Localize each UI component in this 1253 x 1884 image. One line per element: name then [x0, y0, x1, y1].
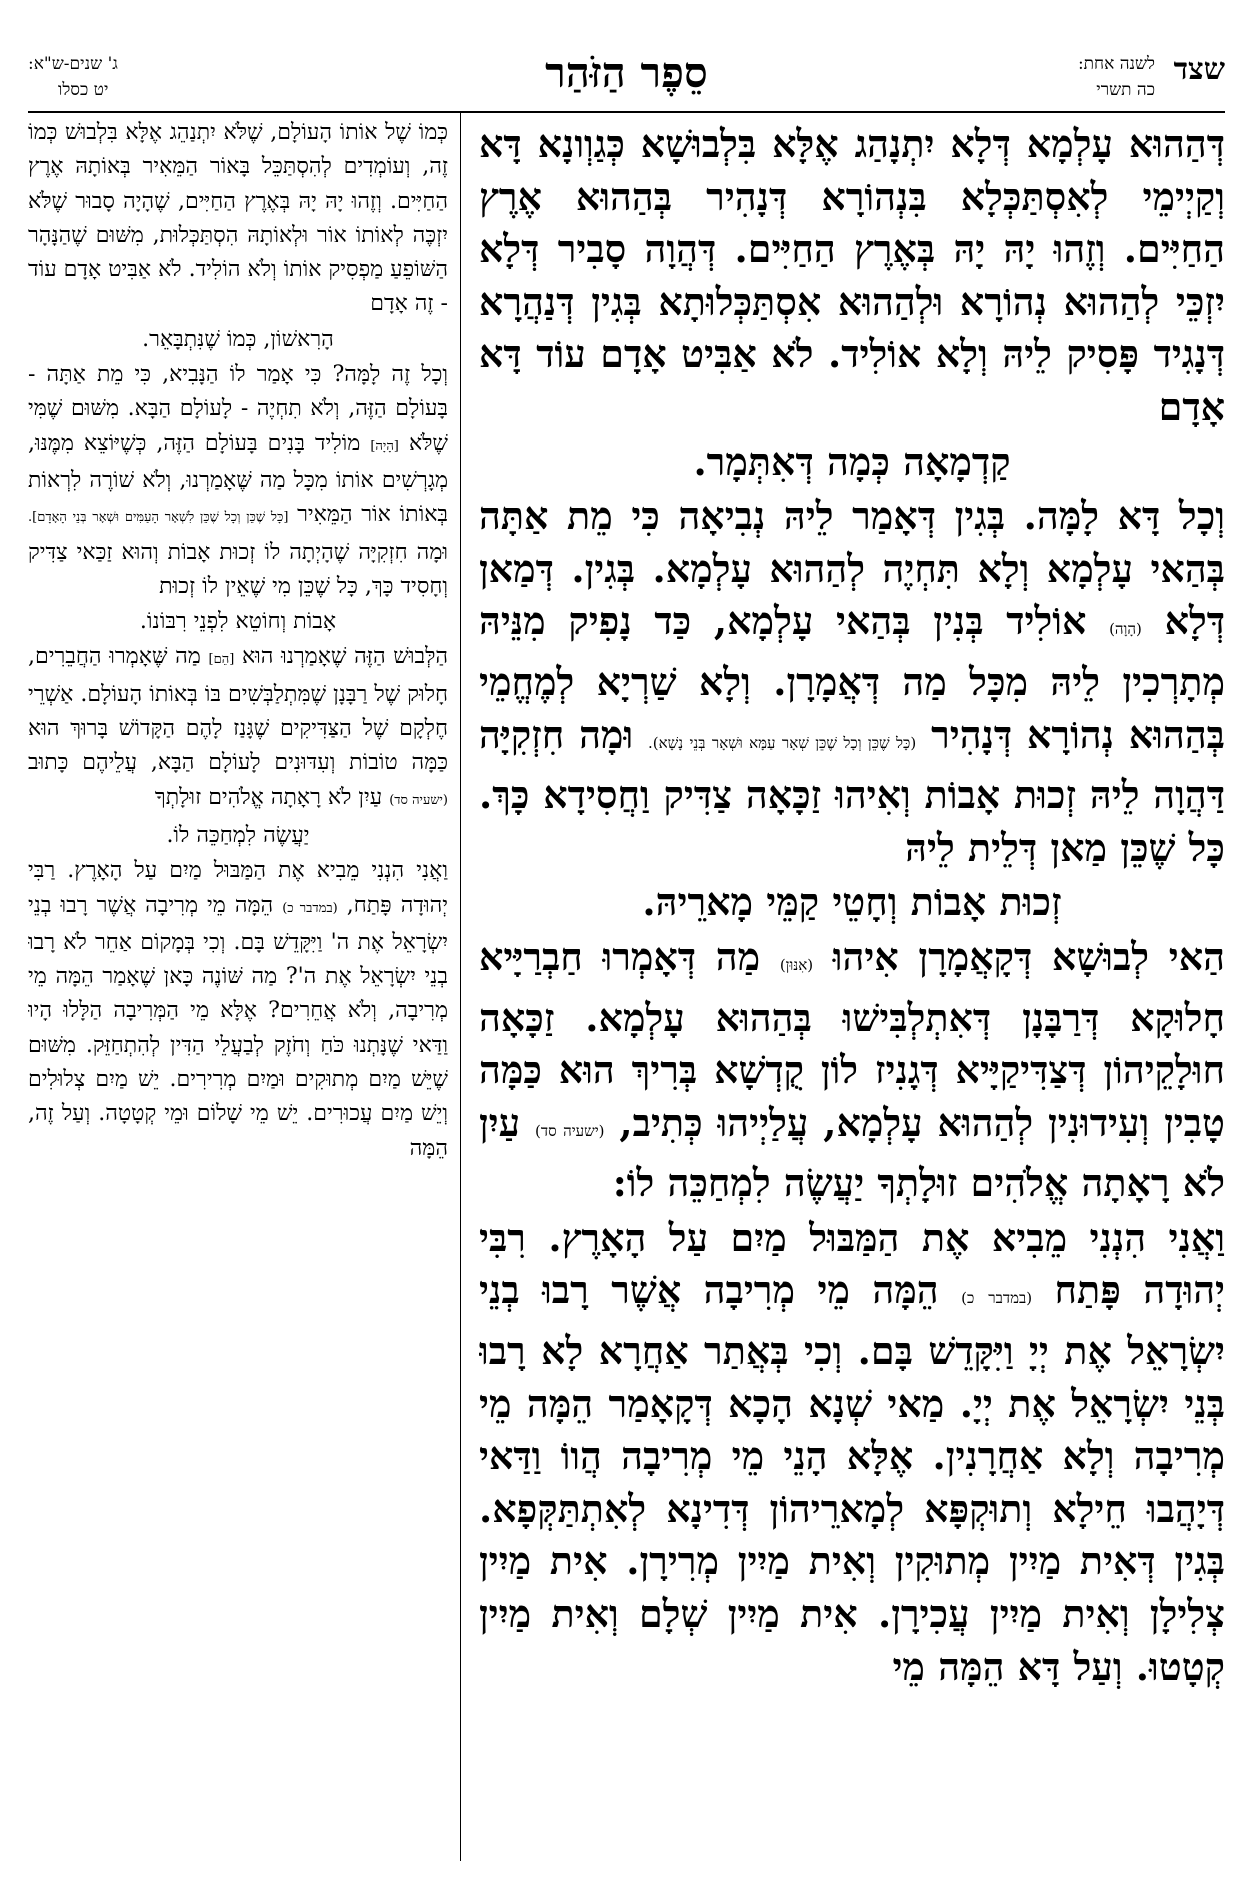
side-paragraph-end: יַעֲשֶׂה לִמְחַכֵּה לוֹ. [166, 822, 310, 848]
side-paragraph-end: הָרִאשׁוֹן, כְּמוֹ שֶׁנִּתְבָּאֵר. [142, 326, 334, 352]
main-paragraph-end: קַדְמָאָה כְּמָה דְּאִתְּמָר. [693, 438, 1011, 484]
bracket-note: [הָיָה] [370, 438, 399, 454]
verse-reference: (ישעיה סד) [389, 792, 448, 808]
bracket-note: (כָּל שֶׁכֵּן וְכָל שֶׁכֵּן שְׁאָר עַמָּא וּשְׁאָר בְּנֵי נָשָׁא). [648, 733, 917, 752]
main-paragraph: הַאי לְבוּשָׁא דְּקָאֲמָרָן אִיהוּ (אִנּוּן) מַה דְּאָמְרוּ חַבְרַיָּיא חָלוּקָא דְּרַבָּנָן דְּאִתְלְבִּישׁוּ בְּהַהוּא עָלְמָא. זַכָּאָה חוּלָקֵיהוֹן דְּצַדִּיקַיָּיא דְּגָנִיז לוֹן קֻדְשָׁא בְּרִיךְ הוּא כַּמָּה טָבִין וְעִידוּנִין לְהַהוּא עָלְמָא, עֲלַיְיהוּ כְּתִיב, (ישעיה סד) עַיִן לֹא רָאָתָה אֱלֹהִים זוּלָתְךָ יַעֲשֶׂה לִמְחַכֵּה לוֹ: [479, 933, 1225, 1206]
verse-reference: (במדבר כ) [282, 900, 338, 916]
column-divider [460, 113, 461, 1861]
bracket-note: (אִנּוּן) [779, 955, 814, 974]
hebrew-translation-text [28, 116, 448, 1861]
main-paragraph: דְּהַהוּא עָלְמָא דְּלָא יִתְנָהַג אֶלָּא בִּלְבוּשָׁא כְּגַוְונָא דָּא וְקַיְימֵי לְאִסְתַּכְּלָא בִּנְהוֹרָא דְּנָהִיר בְּהַהוּא אֶרֶץ הַחַיִּים. וְזֶהוּ יָהּ יָהּ בְּאֶרֶץ הַחַיִּים. דְּהֲוָה סָבִיר דְּלָא יִזְכֵּי לְהַהוּא נְהוֹרָא וּלְהַהוּא אִסְתַּכְּלוּתָא בְּגִין דְּנַהֲרָא דְּנָגִיד פָּסִיק לֵיהּ וְלָא אוֹלִיד. לֹא אַבִּיט אָדָם עוֹד דָּא אָדָם [479, 121, 1225, 429]
bracket-note: [הֵם] [208, 652, 235, 668]
bracket-note: (הָוָה) [1109, 620, 1142, 639]
verse-reference: (במדבר כ) [961, 1289, 1033, 1308]
side-paragraph: הַלְּבוּשׁ הַזֶּה שֶׁאָמַרְנוּ הוּא [הֵם] מַה שֶּׁאָמְרוּ הַחֲבֵרִים, חָלוּק שֶׁל רַבָּנָן שֶׁמִּתְלַבְּשִׁים בּוֹ בְּאוֹתוֹ הָעוֹלָם. אַשְׁרֵי חֶלְקָם שֶׁל הַצַּדִּיקִים שֶׁגָּנַז לָהֶם הַקָּדוֹשׁ בָּרוּךְ הוּא כַּמָּה טוֹבוֹת וְעִדּוּנִים לָעוֹלָם הַבָּא, עֲלֵיהֶם כָּתוּב (ישעיה סד) עַיִן לֹא רָאָתָה אֱלֹהִים זוּלָתְךָ [28, 644, 448, 810]
page-number: שצד [1173, 52, 1225, 87]
aramaic-main-text [479, 118, 1225, 1863]
page-header [28, 48, 1225, 110]
side-paragraph: וְכָל זֶה לָמָּה? כִּי אָמַר לוֹ הַנָּבִיא, כִּי מֵת אַתָּה - בָּעוֹלָם הַזֶּה, וְלֹא תִחְיֶה - לָעוֹלָם הַבָּא. מִשּׁוּם שֶׁמִּי שֶׁלֹּא [הָיָה] מוֹלִיד בָּנִים בָּעוֹלָם הַזֶּה, כְּשֶׁיּוֹצֵא מִמֶּנּוּ, מְגָרְשִׁים אוֹתוֹ מִכָּל מַה שֶּׁאָמַרְנוּ, וְלֹא שׁוֹרֶה לִרְאוֹת בְּאוֹתוֹ אוֹר הַמֵּאִיר [כָּל שֶׁכֵּן וְכָל שֶׁכֵּן לִשְׁאָר הָעַמִּים וּשְׁאָר בְּנֵי הָאָדָם]. וּמָה חִזְקִיָּה שֶׁהָיְתָה לוֹ זְכוּת אָבוֹת וְהוּא זַכַּאי צַדִּיק וְחָסִיד כָּךְ, כָּל שֶׁכֵּן מִי שֶׁאֵין לוֹ זְכוּת [28, 362, 448, 599]
book-title: סֵפֶר הַזֹּהַר [545, 48, 708, 97]
daily-schedule-three-years-date: יט כסלו [58, 80, 109, 100]
side-paragraph: וַאֲנִי הִנְנִי מֵבִיא אֶת הַמַּבּוּל מַיִם עַל הָאָרֶץ. רַבִּי יְהוּדָה פָּתַח, (במדבר כ) הֵמָּה מֵי מְרִיבָה אֲשֶׁר רָבוּ בְנֵי יִשְׂרָאֵל אֶת ה' וַיִּקָּדֵשׁ בָּם. וְכִי בְּמָקוֹם אַחֵר לֹא רָבוּ בְנֵי יִשְׂרָאֵל אֶת ה'? מַה שּׁוֹנֶה כָּאן שֶׁאָמַר הֵמָּה מֵי מְרִיבָה, וְלֹא אֲחֵרִים? אֶלָּא מֵי הַמְּרִיבָה הַלָּלוּ הָיוּ וַדַּאי שֶׁנָּתְנוּ כֹּחַ וְחֹזֶק לְבַעֲלֵי הַדִּין לְהִתְחַזֵּק. מִשּׁוּם שֶׁיֵּשׁ מַיִם מְתוּקִים וּמַיִם מְרִירִים. יֵשׁ מַיִם צְלוּלִים וְיֵשׁ מַיִם עֲכוּרִים. יֵשׁ מֵי שָׁלוֹם וּמֵי קְטָטָה. וְעַל זֶה, הֵמָּה [28, 858, 448, 1161]
daily-schedule-three-years: ג' שנים-ש"א: [28, 54, 118, 74]
main-paragraph: וַאֲנִי הִנְנִי מֵבִיא אֶת הַמַּבּוּל מַיִם עַל הָאָרֶץ. רִבִּי יְהוּדָה פָּתַח (במדבר כ) הֵמָּה מֵי מְרִיבָה אֲשֶׁר רָבוּ בְנֵי יִשְׂרָאֵל אֶת יְיָ וַיִּקָּדֵשׁ בָּם. וְכִי בְּאֲתַר אַחֲרָא לָא רָבוּ בְּנֵי יִשְׂרָאֵל אֶת יְיָ. מַאי שְׁנָא הָכָא דְּקָאָמַר הֵמָּה מֵי מְרִיבָה וְלָא אַחֲרָנִין. אֶלָּא הָנֵי מֵי מְרִיבָה הֲווֹ וַדַּאי דְּיָהֲבוּ חֵילָא וְתוּקְפָּא לְמָארֵיהוֹן דְּדִינָא לְאִתְתַּקְּפָא. בְּגִין דְּאִית מַיִין מְתוּקִין וְאִית מַיִין מְרִירָן. אִית מַיִין צְלִילָן וְאִית מַיִין עֲכִירָן. אִית מַיִין שְׁלָם וְאִית מַיִין קְטָטוּ. וְעַל דָּא הֵמָּה מֵי [479, 1214, 1225, 1689]
main-paragraph-end: זְכוּת אָבוֹת וְחָטֵי קַמֵּי מָארֵיהּ. [642, 879, 1062, 925]
verse-reference: (ישעיה סד) [535, 1121, 605, 1140]
bracket-note: [כָּל שֶׁכֵּן וְכָל שֶׁכֵּן לִשְׁאָר הָעַמִּים וּשְׁאָר בְּנֵי הָאָדָם]. [28, 510, 289, 526]
side-paragraph: כְּמוֹ שֶׁל אוֹתוֹ הָעוֹלָם, שֶׁלֹּא יִתְנַהֵג אֶלָּא בִּלְבוּשׁ כְּמוֹ זֶה, וְעוֹמְדִים לְהִסְתַּכֵּל בָּאוֹר הַמֵּאִיר בְּאוֹתָהּ אֶרֶץ הַחַיִּים. וְזֶהוּ יָהּ יָהּ בְּאֶרֶץ הַחַיִּים, שֶׁהָיָה סָבוּר שֶׁלֹּא יִזְכֶּה לְאוֹתוֹ אוֹר וּלְאוֹתָהּ הִסְתַּכְּלוּת, מִשּׁוּם שֶׁהַנָּהָר הַשּׁוֹפֵעַ מַפְסִיק אוֹתוֹ וְלֹא הוֹלִיד. לֹא אַבִּיט אָדָם עוֹד - זֶה אָדָם [28, 120, 448, 317]
main-paragraph: וְכָל דָּא לָמָּה. בְּגִין דְּאָמַר לֵיהּ נְבִיאָה כִּי מֵת אַתָּה בְּהַאי עָלְמָא וְלָא תִּחְיֶה לְהַהוּא עָלְמָא. בְּגִין. דְּמַאן דְּלָא (הָוָה) אוֹלִיד בְּנִין בְּהַאי עָלְמָא, כַּד נָפִיק מִנֵּיהּ מְתָרְכִין לֵיהּ מִכָּל מַה דְּאֲמָרָן. וְלָא שַׁרְיָא לְמֶחֱמֵי בְּהַהוּא נְהוֹרָא דְּנָהִיר (כָּל שֶׁכֵּן וְכָל שֶׁכֵּן שְׁאָר עַמָּא וּשְׁאָר בְּנֵי נָשָׁא). וּמָה חִזְקִיָּה דַּהֲוָה לֵיהּ זְכוּת אָבוֹת וְאִיהוּ זַכָּאָה צַדִּיק וַחֲסִידָא כָּךְ. כָּל שֶׁכֵּן מַאן דְּלֵית לֵיהּ [479, 493, 1225, 870]
side-paragraph-end: אָבוֹת וְחוֹטֵא לִפְנֵי רִבּוֹנוֹ. [139, 609, 337, 635]
daily-schedule-one-year-date: כה תשרי [1096, 80, 1155, 100]
daily-schedule-one-year: לשנה אחת: [1077, 54, 1155, 74]
header-rule [28, 111, 1225, 113]
